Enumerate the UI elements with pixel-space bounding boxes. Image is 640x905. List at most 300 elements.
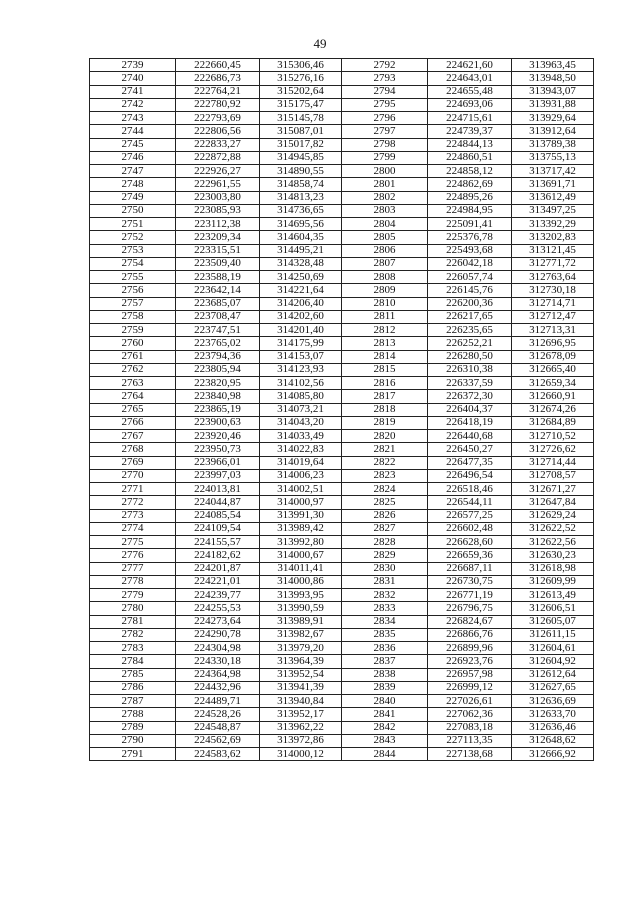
- y-left-cell: 314000,12: [260, 748, 342, 761]
- table-row: [90, 496, 594, 509]
- y-right-cell: 313202,83: [512, 231, 594, 244]
- x-right-cell: 226899,96: [428, 642, 512, 655]
- y-left-cell: 314206,40: [260, 297, 342, 310]
- table-row: [90, 72, 594, 85]
- x-left-cell: 224239,77: [176, 589, 260, 602]
- x-left-cell: 222660,45: [176, 59, 260, 72]
- point-id-left-cell: 2769: [90, 456, 176, 469]
- x-right-cell: 226057,74: [428, 271, 512, 284]
- point-id-left-cell: 2739: [90, 59, 176, 72]
- y-left-cell: 313962,22: [260, 721, 342, 734]
- table-row: [90, 748, 594, 761]
- point-id-left-cell: 2752: [90, 231, 176, 244]
- x-left-cell: 223209,34: [176, 231, 260, 244]
- point-id-left-cell: 2778: [90, 575, 176, 588]
- y-left-cell: 314002,51: [260, 483, 342, 496]
- y-right-cell: 313929,64: [512, 112, 594, 125]
- x-left-cell: 222833,27: [176, 138, 260, 151]
- point-id-left-cell: 2742: [90, 98, 176, 111]
- y-right-cell: 312726,62: [512, 443, 594, 456]
- table-row: [90, 257, 594, 270]
- table-row: [90, 204, 594, 217]
- point-id-right-cell: 2797: [342, 125, 428, 138]
- y-right-cell: 312630,23: [512, 549, 594, 562]
- y-left-cell: 315145,78: [260, 112, 342, 125]
- point-id-left-cell: 2777: [90, 562, 176, 575]
- y-left-cell: 314011,41: [260, 562, 342, 575]
- x-right-cell: 226372,30: [428, 390, 512, 403]
- point-id-left-cell: 2760: [90, 337, 176, 350]
- y-left-cell: 313993,95: [260, 589, 342, 602]
- point-id-right-cell: 2833: [342, 602, 428, 615]
- y-right-cell: 313931,88: [512, 98, 594, 111]
- x-left-cell: 224528,26: [176, 708, 260, 721]
- y-right-cell: 313943,07: [512, 85, 594, 98]
- x-right-cell: 225091,41: [428, 218, 512, 231]
- point-id-right-cell: 2812: [342, 324, 428, 337]
- table-row: [90, 456, 594, 469]
- y-left-cell: 313989,91: [260, 615, 342, 628]
- point-id-left-cell: 2766: [90, 416, 176, 429]
- table-row: [90, 681, 594, 694]
- y-left-cell: 314000,97: [260, 496, 342, 509]
- y-right-cell: 312712,47: [512, 310, 594, 323]
- table-row: [90, 443, 594, 456]
- point-id-right-cell: 2832: [342, 589, 428, 602]
- point-id-left-cell: 2754: [90, 257, 176, 270]
- point-id-right-cell: 2804: [342, 218, 428, 231]
- x-right-cell: 226999,12: [428, 681, 512, 694]
- x-right-cell: 226730,75: [428, 575, 512, 588]
- point-id-right-cell: 2813: [342, 337, 428, 350]
- coordinates-table: [89, 58, 594, 761]
- x-left-cell: 224548,87: [176, 721, 260, 734]
- y-left-cell: 315017,82: [260, 138, 342, 151]
- point-id-left-cell: 2789: [90, 721, 176, 734]
- point-id-right-cell: 2844: [342, 748, 428, 761]
- point-id-left-cell: 2774: [90, 522, 176, 535]
- table-row: [90, 377, 594, 390]
- x-right-cell: 227138,68: [428, 748, 512, 761]
- point-id-left-cell: 2759: [90, 324, 176, 337]
- y-right-cell: 313497,25: [512, 204, 594, 217]
- table-row: [90, 430, 594, 443]
- point-id-right-cell: 2815: [342, 363, 428, 376]
- x-left-cell: 223794,36: [176, 350, 260, 363]
- x-right-cell: 227026,61: [428, 695, 512, 708]
- point-id-left-cell: 2767: [90, 430, 176, 443]
- table-row: [90, 284, 594, 297]
- y-right-cell: 312666,92: [512, 748, 594, 761]
- y-right-cell: 313789,38: [512, 138, 594, 151]
- point-id-right-cell: 2830: [342, 562, 428, 575]
- point-id-left-cell: 2773: [90, 509, 176, 522]
- x-right-cell: 226217,65: [428, 310, 512, 323]
- x-left-cell: 224044,87: [176, 496, 260, 509]
- table-row: [90, 125, 594, 138]
- x-right-cell: 226337,59: [428, 377, 512, 390]
- x-left-cell: 224290,78: [176, 628, 260, 641]
- point-id-right-cell: 2795: [342, 98, 428, 111]
- point-id-right-cell: 2799: [342, 151, 428, 164]
- table-row: [90, 615, 594, 628]
- x-right-cell: 224621,60: [428, 59, 512, 72]
- point-id-left-cell: 2757: [90, 297, 176, 310]
- point-id-left-cell: 2763: [90, 377, 176, 390]
- x-left-cell: 224085,54: [176, 509, 260, 522]
- x-left-cell: 224432,96: [176, 681, 260, 694]
- y-right-cell: 312684,89: [512, 416, 594, 429]
- y-left-cell: 313972,86: [260, 734, 342, 747]
- y-left-cell: 314736,65: [260, 204, 342, 217]
- point-id-left-cell: 2756: [90, 284, 176, 297]
- y-left-cell: 314604,35: [260, 231, 342, 244]
- x-right-cell: 224862,69: [428, 178, 512, 191]
- x-left-cell: 222872,88: [176, 151, 260, 164]
- x-right-cell: 226866,76: [428, 628, 512, 641]
- table-row: [90, 297, 594, 310]
- table-row: [90, 628, 594, 641]
- point-id-right-cell: 2792: [342, 59, 428, 72]
- point-id-left-cell: 2781: [90, 615, 176, 628]
- x-left-cell: 222926,27: [176, 165, 260, 178]
- point-id-right-cell: 2840: [342, 695, 428, 708]
- y-right-cell: 312713,31: [512, 324, 594, 337]
- y-right-cell: 312678,09: [512, 350, 594, 363]
- x-left-cell: 223642,14: [176, 284, 260, 297]
- x-left-cell: 223685,07: [176, 297, 260, 310]
- x-left-cell: 223747,51: [176, 324, 260, 337]
- y-left-cell: 314175,99: [260, 337, 342, 350]
- y-left-cell: 314328,48: [260, 257, 342, 270]
- table-row: [90, 602, 594, 615]
- point-id-left-cell: 2782: [90, 628, 176, 641]
- y-left-cell: 314073,21: [260, 403, 342, 416]
- y-left-cell: 314043,20: [260, 416, 342, 429]
- y-right-cell: 312710,52: [512, 430, 594, 443]
- table-row: [90, 668, 594, 681]
- y-right-cell: 312605,07: [512, 615, 594, 628]
- x-right-cell: 226496,54: [428, 469, 512, 482]
- y-left-cell: 313990,59: [260, 602, 342, 615]
- x-right-cell: 224693,06: [428, 98, 512, 111]
- y-left-cell: 313979,20: [260, 642, 342, 655]
- x-right-cell: 226404,37: [428, 403, 512, 416]
- table-row: [90, 138, 594, 151]
- x-right-cell: 226602,48: [428, 522, 512, 535]
- x-left-cell: 224201,87: [176, 562, 260, 575]
- point-id-right-cell: 2835: [342, 628, 428, 641]
- y-left-cell: 314000,86: [260, 575, 342, 588]
- y-right-cell: 312622,52: [512, 522, 594, 535]
- point-id-right-cell: 2796: [342, 112, 428, 125]
- x-left-cell: 224562,69: [176, 734, 260, 747]
- x-right-cell: 226923,76: [428, 655, 512, 668]
- x-right-cell: 224715,61: [428, 112, 512, 125]
- x-right-cell: 226280,50: [428, 350, 512, 363]
- point-id-left-cell: 2787: [90, 695, 176, 708]
- x-right-cell: 226628,60: [428, 536, 512, 549]
- x-right-cell: 226450,27: [428, 443, 512, 456]
- table-row: [90, 575, 594, 588]
- y-left-cell: 314153,07: [260, 350, 342, 363]
- y-left-cell: 314006,23: [260, 469, 342, 482]
- x-right-cell: 227083,18: [428, 721, 512, 734]
- point-id-right-cell: 2798: [342, 138, 428, 151]
- y-right-cell: 313912,64: [512, 125, 594, 138]
- point-id-left-cell: 2744: [90, 125, 176, 138]
- point-id-right-cell: 2808: [342, 271, 428, 284]
- y-right-cell: 313392,29: [512, 218, 594, 231]
- x-left-cell: 224304,98: [176, 642, 260, 655]
- x-left-cell: 222686,73: [176, 72, 260, 85]
- x-left-cell: 224109,54: [176, 522, 260, 535]
- point-id-right-cell: 2806: [342, 244, 428, 257]
- y-left-cell: 313941,39: [260, 681, 342, 694]
- x-left-cell: 223708,47: [176, 310, 260, 323]
- table-row: [90, 642, 594, 655]
- y-left-cell: 313982,67: [260, 628, 342, 641]
- x-left-cell: 222806,56: [176, 125, 260, 138]
- point-id-left-cell: 2790: [90, 734, 176, 747]
- y-left-cell: 315175,47: [260, 98, 342, 111]
- point-id-left-cell: 2768: [90, 443, 176, 456]
- x-right-cell: 226957,98: [428, 668, 512, 681]
- x-left-cell: 222793,69: [176, 112, 260, 125]
- x-right-cell: 224643,01: [428, 72, 512, 85]
- table-row: [90, 549, 594, 562]
- point-id-right-cell: 2827: [342, 522, 428, 535]
- y-left-cell: 314495,21: [260, 244, 342, 257]
- point-id-left-cell: 2751: [90, 218, 176, 231]
- y-right-cell: 313612,49: [512, 191, 594, 204]
- y-right-cell: 312647,84: [512, 496, 594, 509]
- x-left-cell: 224155,57: [176, 536, 260, 549]
- y-right-cell: 313717,42: [512, 165, 594, 178]
- point-id-right-cell: 2839: [342, 681, 428, 694]
- x-right-cell: 224655,48: [428, 85, 512, 98]
- point-id-left-cell: 2776: [90, 549, 176, 562]
- x-left-cell: 223003,80: [176, 191, 260, 204]
- point-id-left-cell: 2762: [90, 363, 176, 376]
- y-right-cell: 313948,50: [512, 72, 594, 85]
- table-row: [90, 655, 594, 668]
- y-right-cell: 312629,24: [512, 509, 594, 522]
- y-right-cell: 312606,51: [512, 602, 594, 615]
- y-left-cell: 313992,80: [260, 536, 342, 549]
- y-right-cell: 312659,34: [512, 377, 594, 390]
- point-id-left-cell: 2779: [90, 589, 176, 602]
- point-id-right-cell: 2821: [342, 443, 428, 456]
- y-right-cell: 313121,45: [512, 244, 594, 257]
- x-right-cell: 226418,19: [428, 416, 512, 429]
- table-row: [90, 178, 594, 191]
- point-id-right-cell: 2819: [342, 416, 428, 429]
- y-right-cell: 312696,95: [512, 337, 594, 350]
- y-right-cell: 312763,64: [512, 271, 594, 284]
- point-id-right-cell: 2801: [342, 178, 428, 191]
- y-right-cell: 312636,69: [512, 695, 594, 708]
- point-id-left-cell: 2758: [90, 310, 176, 323]
- x-left-cell: 223900,63: [176, 416, 260, 429]
- table-row: [90, 151, 594, 164]
- table-row: [90, 98, 594, 111]
- x-right-cell: 226440,68: [428, 430, 512, 443]
- y-left-cell: 314123,93: [260, 363, 342, 376]
- y-right-cell: 312612,64: [512, 668, 594, 681]
- point-id-left-cell: 2747: [90, 165, 176, 178]
- point-id-right-cell: 2838: [342, 668, 428, 681]
- table-row: [90, 231, 594, 244]
- table-row: [90, 244, 594, 257]
- y-left-cell: 314102,56: [260, 377, 342, 390]
- y-right-cell: 312636,46: [512, 721, 594, 734]
- point-id-left-cell: 2788: [90, 708, 176, 721]
- table-row: [90, 562, 594, 575]
- table-row: [90, 191, 594, 204]
- table-row: [90, 416, 594, 429]
- point-id-left-cell: 2745: [90, 138, 176, 151]
- y-right-cell: 312622,56: [512, 536, 594, 549]
- x-right-cell: 224984,95: [428, 204, 512, 217]
- y-left-cell: 314000,67: [260, 549, 342, 562]
- x-right-cell: 225493,68: [428, 244, 512, 257]
- table-row: [90, 218, 594, 231]
- table-row: [90, 59, 594, 72]
- y-left-cell: 314813,23: [260, 191, 342, 204]
- y-left-cell: 314858,74: [260, 178, 342, 191]
- x-left-cell: 222780,92: [176, 98, 260, 111]
- table-row: [90, 310, 594, 323]
- point-id-left-cell: 2783: [90, 642, 176, 655]
- x-right-cell: 224858,12: [428, 165, 512, 178]
- x-left-cell: 224013,81: [176, 483, 260, 496]
- table-row: [90, 165, 594, 178]
- x-right-cell: 225376,78: [428, 231, 512, 244]
- x-right-cell: 227062,36: [428, 708, 512, 721]
- x-left-cell: 224255,53: [176, 602, 260, 615]
- point-id-right-cell: 2829: [342, 549, 428, 562]
- point-id-right-cell: 2809: [342, 284, 428, 297]
- point-id-right-cell: 2822: [342, 456, 428, 469]
- y-left-cell: 314221,64: [260, 284, 342, 297]
- table-row: [90, 522, 594, 535]
- y-left-cell: 313940,84: [260, 695, 342, 708]
- x-right-cell: 224860,51: [428, 151, 512, 164]
- y-right-cell: 312627,65: [512, 681, 594, 694]
- x-left-cell: 224330,18: [176, 655, 260, 668]
- point-id-left-cell: 2764: [90, 390, 176, 403]
- table-row: [90, 363, 594, 376]
- x-left-cell: 222961,55: [176, 178, 260, 191]
- point-id-left-cell: 2785: [90, 668, 176, 681]
- point-id-left-cell: 2748: [90, 178, 176, 191]
- point-id-right-cell: 2841: [342, 708, 428, 721]
- x-left-cell: 223765,02: [176, 337, 260, 350]
- x-right-cell: 226235,65: [428, 324, 512, 337]
- point-id-left-cell: 2741: [90, 85, 176, 98]
- point-id-left-cell: 2755: [90, 271, 176, 284]
- y-left-cell: 315087,01: [260, 125, 342, 138]
- point-id-right-cell: 2803: [342, 204, 428, 217]
- table-row: [90, 509, 594, 522]
- table-row: [90, 271, 594, 284]
- y-left-cell: 315202,64: [260, 85, 342, 98]
- y-left-cell: 315306,46: [260, 59, 342, 72]
- x-left-cell: 223509,40: [176, 257, 260, 270]
- point-id-right-cell: 2793: [342, 72, 428, 85]
- x-left-cell: 223315,51: [176, 244, 260, 257]
- x-right-cell: 227113,35: [428, 734, 512, 747]
- point-id-right-cell: 2825: [342, 496, 428, 509]
- point-id-right-cell: 2820: [342, 430, 428, 443]
- table-row: [90, 337, 594, 350]
- y-right-cell: 312674,26: [512, 403, 594, 416]
- x-left-cell: 223966,01: [176, 456, 260, 469]
- point-id-right-cell: 2817: [342, 390, 428, 403]
- point-id-left-cell: 2786: [90, 681, 176, 694]
- y-left-cell: 314945,85: [260, 151, 342, 164]
- point-id-right-cell: 2836: [342, 642, 428, 655]
- y-left-cell: 313964,39: [260, 655, 342, 668]
- y-left-cell: 313952,54: [260, 668, 342, 681]
- x-left-cell: 224364,98: [176, 668, 260, 681]
- y-left-cell: 314202,60: [260, 310, 342, 323]
- point-id-right-cell: 2800: [342, 165, 428, 178]
- y-right-cell: 312609,99: [512, 575, 594, 588]
- x-left-cell: 224489,71: [176, 695, 260, 708]
- y-right-cell: 312648,62: [512, 734, 594, 747]
- y-right-cell: 312618,98: [512, 562, 594, 575]
- x-left-cell: 223920,46: [176, 430, 260, 443]
- y-left-cell: 314890,55: [260, 165, 342, 178]
- x-left-cell: 223805,94: [176, 363, 260, 376]
- point-id-right-cell: 2807: [342, 257, 428, 270]
- table-row: [90, 536, 594, 549]
- page-number: 49: [313, 36, 327, 51]
- x-right-cell: 226518,46: [428, 483, 512, 496]
- table-row: [90, 721, 594, 734]
- y-right-cell: 312633,70: [512, 708, 594, 721]
- table-row: [90, 589, 594, 602]
- y-right-cell: 312665,40: [512, 363, 594, 376]
- point-id-left-cell: 2791: [90, 748, 176, 761]
- y-right-cell: 312611,15: [512, 628, 594, 641]
- x-right-cell: 226145,76: [428, 284, 512, 297]
- point-id-right-cell: 2837: [342, 655, 428, 668]
- point-id-left-cell: 2746: [90, 151, 176, 164]
- point-id-left-cell: 2784: [90, 655, 176, 668]
- x-right-cell: 226200,36: [428, 297, 512, 310]
- x-right-cell: 224844,13: [428, 138, 512, 151]
- y-left-cell: 314085,80: [260, 390, 342, 403]
- x-right-cell: 226544,11: [428, 496, 512, 509]
- x-left-cell: 224273,64: [176, 615, 260, 628]
- table-body: [90, 59, 594, 761]
- x-left-cell: 224221,01: [176, 575, 260, 588]
- y-left-cell: 314250,69: [260, 271, 342, 284]
- point-id-left-cell: 2761: [90, 350, 176, 363]
- x-right-cell: 226042,18: [428, 257, 512, 270]
- y-left-cell: 314019,64: [260, 456, 342, 469]
- table-row: [90, 483, 594, 496]
- point-id-right-cell: 2811: [342, 310, 428, 323]
- y-right-cell: 312714,71: [512, 297, 594, 310]
- x-left-cell: 223997,03: [176, 469, 260, 482]
- table-row: [90, 695, 594, 708]
- point-id-right-cell: 2842: [342, 721, 428, 734]
- x-left-cell: 224583,62: [176, 748, 260, 761]
